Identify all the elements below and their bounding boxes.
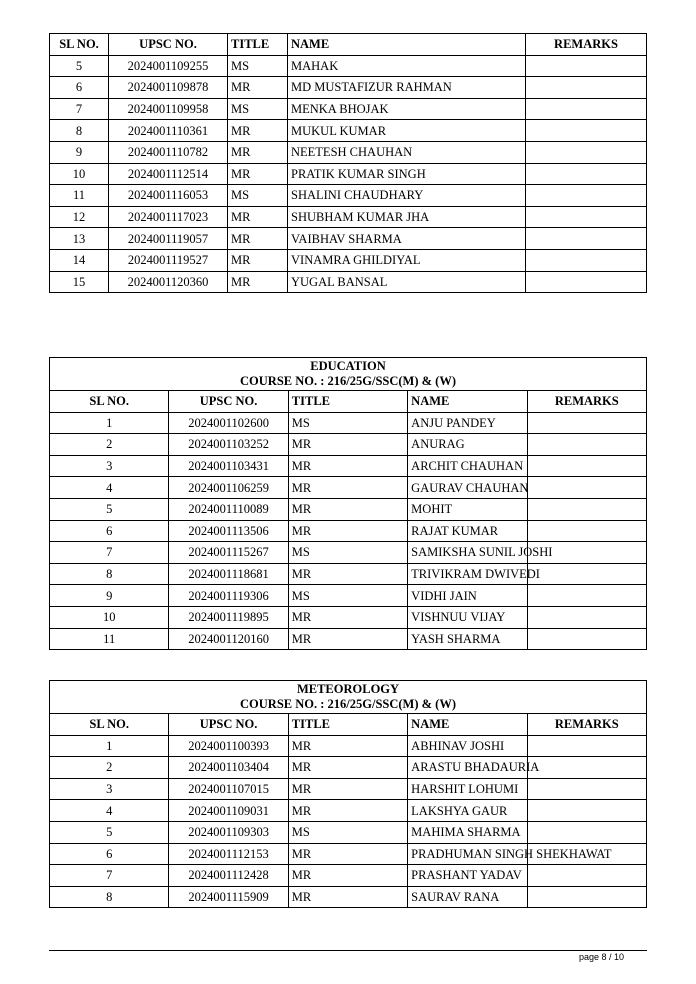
name-cell: YASH SHARMA (408, 628, 527, 650)
name-cell: SAMIKSHA SUNIL JOSHI (408, 542, 527, 564)
table-row (50, 542, 647, 564)
sl-no-cell: 6 (50, 520, 169, 542)
title-cell: MR (288, 520, 407, 542)
footer-divider (49, 950, 647, 951)
title-cell: MR (228, 271, 288, 293)
title-cell: MR (288, 455, 407, 477)
name-cell: VIDHI JAIN (408, 585, 527, 607)
upsc-no-cell: 2024001112153 (169, 843, 288, 865)
table-row (50, 206, 647, 228)
upsc-no-cell: 2024001109255 (109, 55, 228, 77)
remarks-cell (526, 206, 647, 228)
table-row (50, 520, 647, 542)
name-cell: MAHAK (288, 55, 526, 77)
upsc-no-cell: 2024001117023 (109, 206, 228, 228)
name-cell: MAHIMA SHARMA (408, 821, 527, 843)
sl-no-cell: 2 (50, 757, 169, 779)
upsc-no-cell: 2024001103404 (169, 757, 288, 779)
name-cell: VINAMRA GHILDIYAL (288, 249, 526, 271)
title-cell: MR (228, 228, 288, 250)
course-number: COURSE NO. : 216/25G/SSC(M) & (W) (240, 374, 456, 388)
sl-no-cell: 11 (50, 628, 169, 650)
remarks-cell (527, 563, 646, 585)
name-cell: SAURAV RANA (408, 886, 527, 908)
upsc-no-cell: 2024001118681 (169, 563, 288, 585)
title-cell: MR (288, 628, 407, 650)
upsc-no-cell: 2024001106259 (169, 477, 288, 499)
remarks-cell (526, 228, 647, 250)
title-cell: MS (288, 585, 407, 607)
upsc-no-cell: 2024001109031 (169, 800, 288, 822)
upsc-no-cell: 2024001116053 (109, 185, 228, 207)
sl-no-cell: 7 (50, 865, 169, 887)
header-title: TITLE (288, 714, 407, 736)
candidates-table-continued (49, 33, 647, 293)
remarks-cell (527, 757, 646, 779)
remarks-cell (526, 120, 647, 142)
sl-no-cell: 1 (50, 412, 169, 434)
sl-no-cell: 5 (50, 821, 169, 843)
name-cell: YUGAL BANSAL (288, 271, 526, 293)
title-cell: MR (228, 163, 288, 185)
header-upsc-no: UPSC NO. (109, 34, 228, 56)
sl-no-cell: 5 (50, 55, 109, 77)
sl-no-cell: 14 (50, 249, 109, 271)
title-cell: MR (288, 886, 407, 908)
sl-no-cell: 8 (50, 563, 169, 585)
remarks-cell (527, 585, 646, 607)
table-row (50, 757, 647, 779)
name-cell: HARSHIT LOHUMI (408, 778, 527, 800)
upsc-no-cell: 2024001112428 (169, 865, 288, 887)
header-upsc-no: UPSC NO. (169, 714, 288, 736)
upsc-no-cell: 2024001115909 (169, 886, 288, 908)
sl-no-cell: 3 (50, 455, 169, 477)
table-row (50, 434, 647, 456)
table-row (50, 477, 647, 499)
remarks-cell (527, 628, 646, 650)
name-cell: MD MUSTAFIZUR RAHMAN (288, 77, 526, 99)
header-sl-no: SL NO. (50, 391, 169, 413)
upsc-no-cell: 2024001103252 (169, 434, 288, 456)
table-row (50, 628, 647, 650)
upsc-no-cell: 2024001110361 (109, 120, 228, 142)
header-upsc-no: UPSC NO. (169, 391, 288, 413)
remarks-cell (527, 735, 646, 757)
upsc-no-cell: 2024001110089 (169, 498, 288, 520)
upsc-no-cell: 2024001109878 (109, 77, 228, 99)
table-row (50, 735, 647, 757)
title-cell: MS (228, 185, 288, 207)
name-cell: LAKSHYA GAUR (408, 800, 527, 822)
table-row (50, 455, 647, 477)
table-row (50, 271, 647, 293)
sl-no-cell: 11 (50, 185, 109, 207)
table-row (50, 800, 647, 822)
remarks-cell (526, 249, 647, 271)
sl-no-cell: 7 (50, 98, 109, 120)
sl-no-cell: 7 (50, 542, 169, 564)
table-header-row (50, 714, 647, 736)
name-cell: MENKA BHOJAK (288, 98, 526, 120)
title-cell: MS (288, 412, 407, 434)
title-cell: MR (288, 843, 407, 865)
table-row (50, 120, 647, 142)
title-cell: MR (288, 563, 407, 585)
remarks-cell (527, 606, 646, 628)
sl-no-cell: 4 (50, 477, 169, 499)
remarks-cell (527, 498, 646, 520)
name-cell: ARCHIT CHAUHAN (408, 455, 527, 477)
name-cell: TRIVIKRAM DWIVEDI (408, 563, 527, 585)
title-cell: MS (228, 98, 288, 120)
table-row (50, 228, 647, 250)
upsc-no-cell: 2024001109958 (109, 98, 228, 120)
upsc-no-cell: 2024001119895 (169, 606, 288, 628)
upsc-no-cell: 2024001119306 (169, 585, 288, 607)
upsc-no-cell: 2024001103431 (169, 455, 288, 477)
remarks-cell (527, 455, 646, 477)
title-cell: MR (288, 757, 407, 779)
header-name: NAME (288, 34, 526, 56)
table-row (50, 585, 647, 607)
header-remarks: REMARKS (526, 34, 647, 56)
name-cell: ANJU PANDEY (408, 412, 527, 434)
remarks-cell (526, 271, 647, 293)
header-name: NAME (408, 714, 527, 736)
upsc-no-cell: 2024001113506 (169, 520, 288, 542)
header-sl-no: SL NO. (50, 34, 109, 56)
education-table (49, 357, 647, 650)
name-cell: GAURAV CHAUHAN (408, 477, 527, 499)
upsc-no-cell: 2024001110782 (109, 141, 228, 163)
sl-no-cell: 15 (50, 271, 109, 293)
header-title: TITLE (228, 34, 288, 56)
sl-no-cell: 8 (50, 120, 109, 142)
upsc-no-cell: 2024001109303 (169, 821, 288, 843)
sl-no-cell: 10 (50, 606, 169, 628)
table-row (50, 412, 647, 434)
name-cell: VAIBHAV SHARMA (288, 228, 526, 250)
title-cell: MS (288, 821, 407, 843)
name-cell: SHALINI CHAUDHARY (288, 185, 526, 207)
table-row (50, 98, 647, 120)
upsc-no-cell: 2024001119527 (109, 249, 228, 271)
title-cell: MR (228, 141, 288, 163)
remarks-cell (526, 141, 647, 163)
sl-no-cell: 13 (50, 228, 109, 250)
title-cell: MR (288, 778, 407, 800)
remarks-cell (527, 778, 646, 800)
remarks-cell (526, 55, 647, 77)
course-number: COURSE NO. : 216/25G/SSC(M) & (W) (240, 697, 456, 711)
table-row (50, 865, 647, 887)
upsc-no-cell: 2024001102600 (169, 412, 288, 434)
table-row (50, 141, 647, 163)
table-row (50, 821, 647, 843)
sl-no-cell: 3 (50, 778, 169, 800)
upsc-no-cell: 2024001119057 (109, 228, 228, 250)
name-cell: RAJAT KUMAR (408, 520, 527, 542)
sl-no-cell: 12 (50, 206, 109, 228)
table-row (50, 778, 647, 800)
table-row (50, 55, 647, 77)
table-row (50, 886, 647, 908)
sl-no-cell: 6 (50, 77, 109, 99)
sl-no-cell: 10 (50, 163, 109, 185)
sl-no-cell: 6 (50, 843, 169, 865)
remarks-cell (527, 886, 646, 908)
table-row (50, 163, 647, 185)
title-cell: MR (228, 77, 288, 99)
title-cell: MR (288, 434, 407, 456)
remarks-cell (527, 434, 646, 456)
remarks-cell (527, 865, 646, 887)
sl-no-cell: 4 (50, 800, 169, 822)
upsc-no-cell: 2024001115267 (169, 542, 288, 564)
section-header (50, 681, 647, 714)
sl-no-cell: 9 (50, 141, 109, 163)
upsc-no-cell: 2024001112514 (109, 163, 228, 185)
remarks-cell (526, 98, 647, 120)
name-cell: ABHINAV JOSHI (408, 735, 527, 757)
upsc-no-cell: 2024001120360 (109, 271, 228, 293)
sl-no-cell: 2 (50, 434, 169, 456)
sl-no-cell: 5 (50, 498, 169, 520)
name-cell: NEETESH CHAUHAN (288, 141, 526, 163)
upsc-no-cell: 2024001120160 (169, 628, 288, 650)
name-cell: ANURAG (408, 434, 527, 456)
header-remarks: REMARKS (527, 391, 646, 413)
title-cell: MR (288, 865, 407, 887)
remarks-cell (526, 163, 647, 185)
remarks-cell (526, 185, 647, 207)
name-cell: PRADHUMAN SINGH SHEKHAWAT (408, 843, 527, 865)
header-name: NAME (408, 391, 527, 413)
table-header-row (50, 34, 647, 56)
title-cell: MS (228, 55, 288, 77)
title-cell: MR (228, 206, 288, 228)
sl-no-cell: 1 (50, 735, 169, 757)
header-sl-no: SL NO. (50, 714, 169, 736)
upsc-no-cell: 2024001107015 (169, 778, 288, 800)
page-number: page 8 / 10 (578, 952, 624, 962)
remarks-cell (527, 520, 646, 542)
header-title: TITLE (288, 391, 407, 413)
remarks-cell (527, 477, 646, 499)
table-header-row (50, 391, 647, 413)
title-cell: MR (288, 477, 407, 499)
remarks-cell (527, 412, 646, 434)
title-cell: MS (288, 542, 407, 564)
name-cell: PRASHANT YADAV (408, 865, 527, 887)
name-cell: PRATIK KUMAR SINGH (288, 163, 526, 185)
upsc-no-cell: 2024001100393 (169, 735, 288, 757)
remarks-cell (527, 821, 646, 843)
sl-no-cell: 8 (50, 886, 169, 908)
name-cell: MUKUL KUMAR (288, 120, 526, 142)
table-row (50, 77, 647, 99)
title-cell: MR (288, 498, 407, 520)
remarks-cell (526, 77, 647, 99)
section-header (50, 358, 647, 391)
table-row (50, 498, 647, 520)
table-row (50, 249, 647, 271)
name-cell: MOHIT (408, 498, 527, 520)
table-row (50, 606, 647, 628)
table-row (50, 843, 647, 865)
remarks-cell (527, 800, 646, 822)
name-cell: ARASTU BHADAURIA (408, 757, 527, 779)
sl-no-cell: 9 (50, 585, 169, 607)
title-cell: MR (288, 606, 407, 628)
section-title: METEOROLOGY (296, 682, 400, 696)
meteorology-table (49, 680, 647, 908)
title-cell: MR (288, 800, 407, 822)
title-cell: MR (228, 249, 288, 271)
title-cell: MR (288, 735, 407, 757)
name-cell: VISHNUU VIJAY (408, 606, 527, 628)
section-title: EDUCATION (310, 359, 386, 373)
table-row (50, 563, 647, 585)
header-remarks: REMARKS (527, 714, 646, 736)
title-cell: MR (228, 120, 288, 142)
name-cell: SHUBHAM KUMAR JHA (288, 206, 526, 228)
table-row (50, 185, 647, 207)
